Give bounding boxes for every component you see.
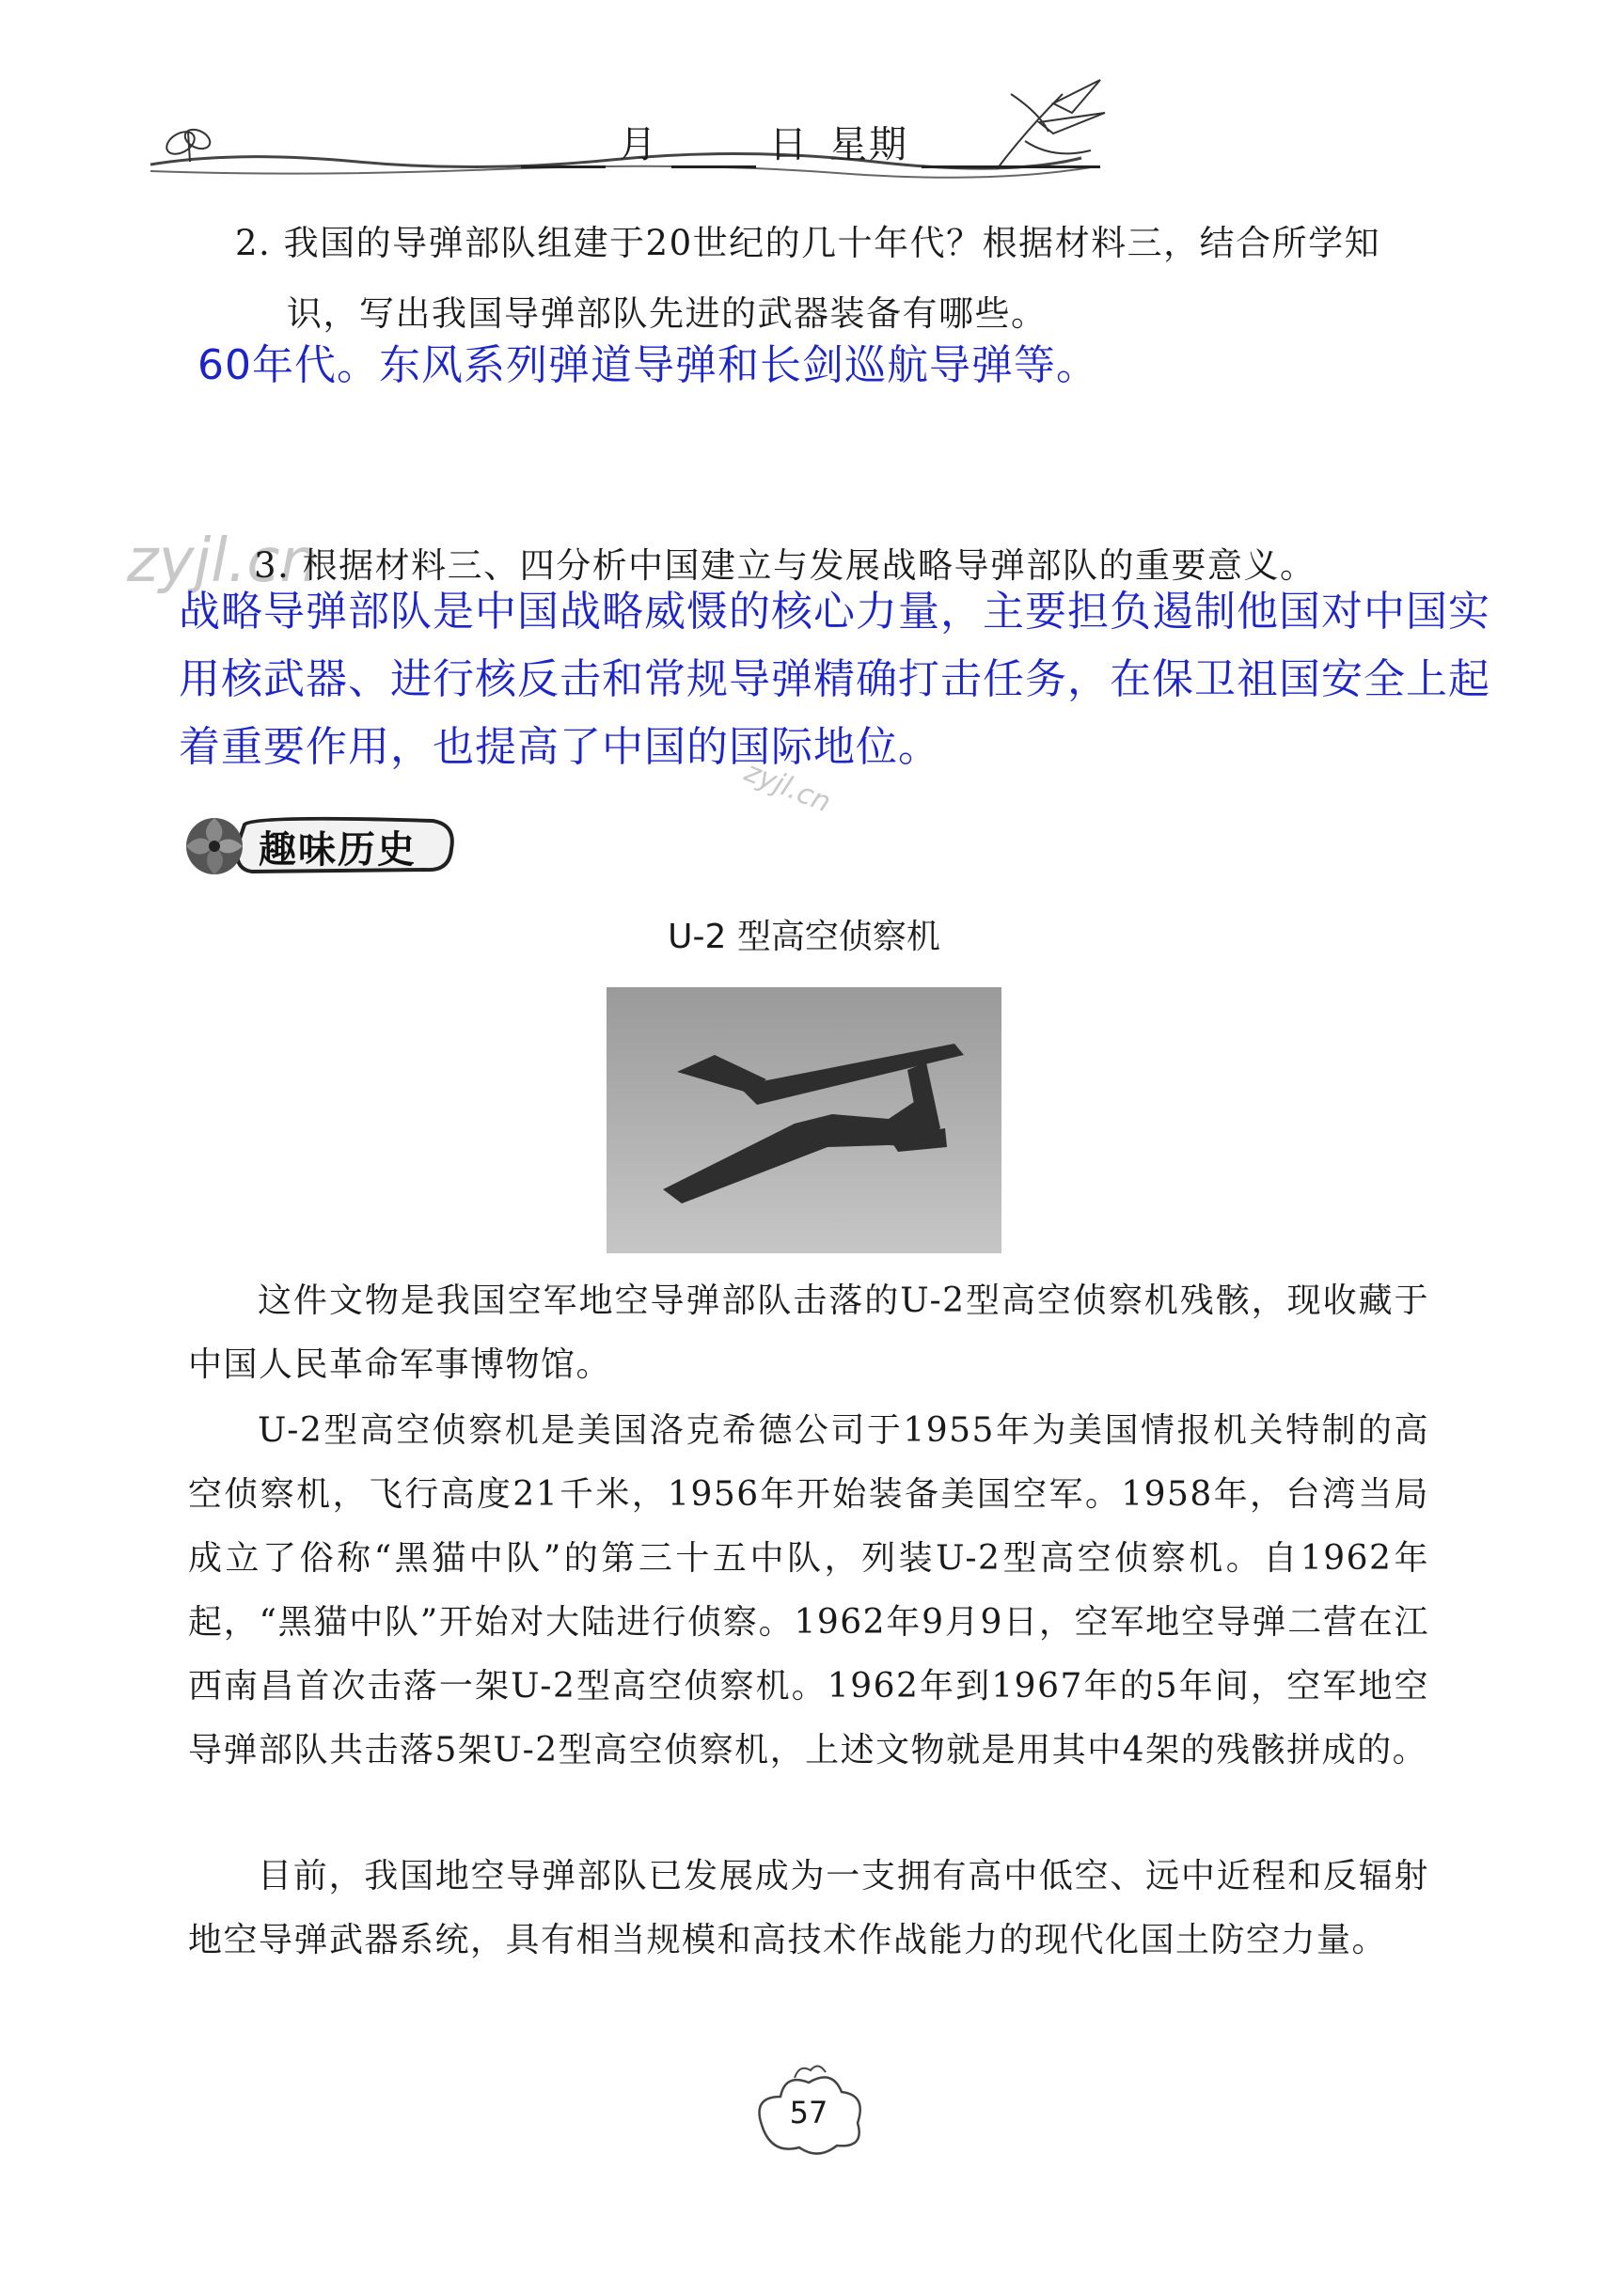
weekday-blank bbox=[922, 128, 1100, 168]
date-line bbox=[508, 115, 1113, 168]
question-3: 3. 根据材料三、四分析中国建立与发展战略导弹部队的重要意义。 bbox=[254, 545, 1316, 586]
paragraph-1: 这件文物是我国空军地空导弹部队击落的U-2型高空侦察机残骸，现收藏于中国人民革命军事博物馆。 bbox=[188, 1282, 1429, 1384]
paragraph-3: 目前，我国地空导弹部队已发展成为一支拥有高中低空、远中近程和反辐射地空导弹武器系统，具有相当规模和高技术作战能力的现代化国土防空力量。 bbox=[188, 1857, 1429, 1959]
section-title: 趣味历史 bbox=[259, 828, 417, 872]
answer-3: 战略导弹部队是中国战略威慑的核心力量，主要担负遏制他国对中国实用核武器、进行核反击和常规导弹精确打击任务，在保卫祖国安全上起着重要作用，也提高了中国的国际地位。 bbox=[179, 588, 1490, 771]
figure-title: U-2 型高空侦察机 bbox=[668, 918, 940, 956]
u2-wreckage-photo bbox=[607, 987, 1001, 1253]
month-label: 月 bbox=[619, 123, 658, 166]
paragraph-2: U-2型高空侦察机是美国洛克希德公司于1955年为美国情报机关特制的高空侦察机，飞行高度21千米，1956年开始装备美国空军。1958年，台湾当局成立了俗称“黑猫中队”的第三十五中队，列装U-2型高空侦察机。自1962年起，“黑猫中队”开始对大陆进行侦察。1962年9月9日，空军地空导弹二营在江西南昌首次击落一架U-2型高空侦察机。1962年到1967年的5年间，空军地空导弹部队共击落5架U-2型高空侦察机，上述文物就是用其中4架的残骸拼成的。 bbox=[188, 1411, 1429, 1769]
answer-2: 60年代。东风系列弹道导弹和长剑巡航导弹等。 bbox=[197, 341, 1098, 389]
hibiscus-flower-icon bbox=[186, 818, 243, 874]
watermark-small: zyjl.cn bbox=[739, 755, 836, 820]
watermark: zyjl.cn bbox=[127, 527, 319, 596]
weekday-label: 星期 bbox=[829, 123, 908, 166]
question-2-line2: 识，写出我国导弹部队先进的武器装备有哪些。 bbox=[287, 293, 1048, 334]
day-blank bbox=[671, 128, 756, 168]
day-label: 日 bbox=[769, 123, 809, 166]
butterfly-icon bbox=[163, 126, 213, 162]
page-number: 57 bbox=[789, 2095, 828, 2131]
month-blank bbox=[521, 128, 606, 168]
question-2-line1: 2. 我国的导弹部队组建于20世纪的几十年代？根据材料三，结合所学知 bbox=[235, 223, 1381, 263]
